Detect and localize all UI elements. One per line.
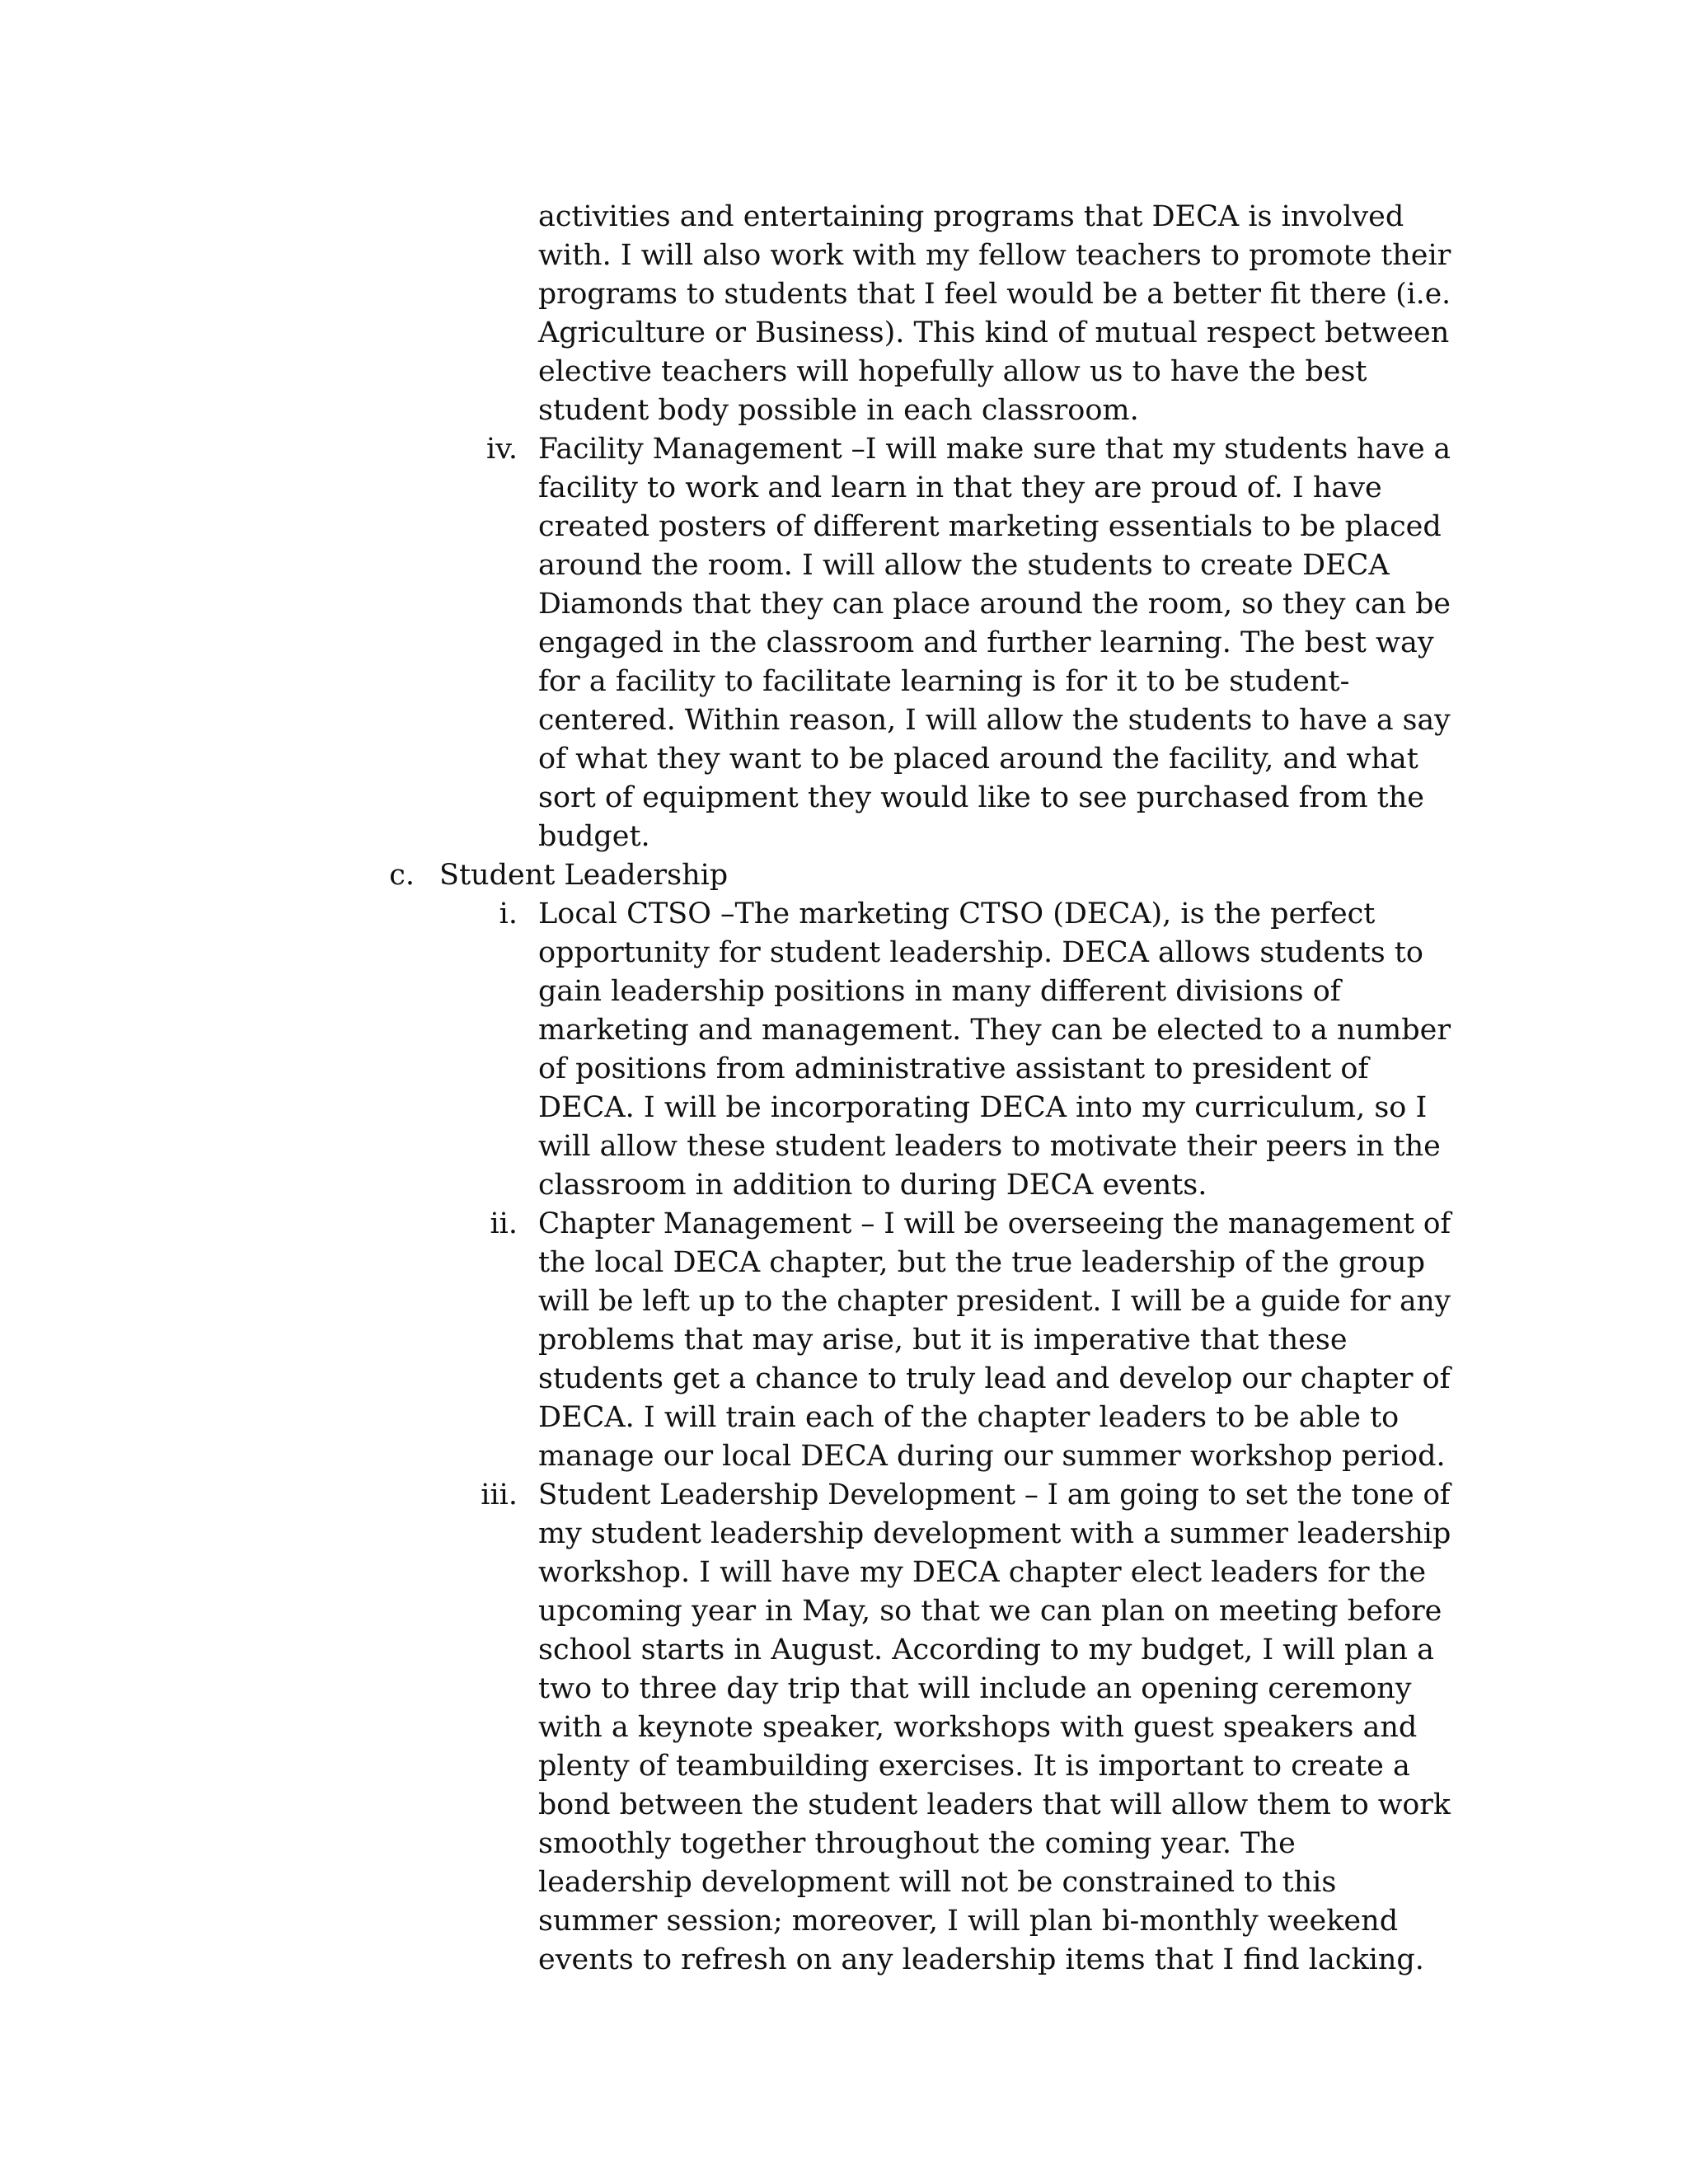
text-line: summer session; moreover, I will plan bi-monthly weekend: [538, 1905, 1399, 1938]
text-line: plenty of teambuilding exercises. It is important to create a: [538, 1750, 1410, 1783]
text-line: two to three day trip that will include an opening ceremony: [538, 1672, 1412, 1705]
text-line: of positions from administrative assistant to president of: [538, 1052, 1369, 1085]
text-line: marketing and management. They can be elected to a number: [538, 1014, 1451, 1047]
text-line: upcoming year in May, so that we can plan on meeting before: [538, 1595, 1442, 1628]
section-title: Student Leadership: [439, 859, 729, 892]
text-line: around the room. I will allow the students to create DECA: [538, 549, 1390, 582]
text-line: sort of equipment they would like to see purchased from the: [538, 781, 1425, 814]
text-line: elective teachers will hopefully allow us to have the best: [538, 355, 1367, 388]
list-label: i.: [499, 898, 518, 930]
text-line: student body possible in each classroom.: [538, 394, 1139, 427]
text-line: Local CTSO –The marketing CTSO (DECA), is the perfect: [538, 898, 1376, 930]
text-line: budget.: [538, 820, 650, 853]
text-line: centered. Within reason, I will allow the students to have a say: [538, 704, 1451, 737]
text-line: programs to students that I feel would be a better fit there (i.e.: [538, 278, 1451, 311]
list-label: c.: [389, 859, 415, 892]
text-line: facility to work and learn in that they are proud of. I have: [538, 471, 1382, 504]
text-line: engaged in the classroom and further learning. The best way: [538, 626, 1434, 659]
text-line: with a keynote speaker, workshops with guest speakers and: [538, 1711, 1418, 1744]
list-label: iii.: [481, 1479, 518, 1511]
text-line: for a facility to facilitate learning is for it to be student-: [538, 665, 1350, 698]
text-line: problems that may arise, but it is imperative that these: [538, 1324, 1348, 1357]
text-line: DECA. I will be incorporating DECA into my curriculum, so I: [538, 1091, 1428, 1124]
text-line: Chapter Management – I will be overseeing the management of: [538, 1207, 1451, 1240]
text-line: Agriculture or Business). This kind of mutual respect between: [538, 316, 1450, 349]
text-line: workshop. I will have my DECA chapter elect leaders for the: [538, 1556, 1427, 1589]
text-line: DECA. I will train each of the chapter leaders to be able to: [538, 1401, 1400, 1434]
text-line: events to refresh on any leadership items that I find lacking.: [538, 1943, 1424, 1976]
text-line: manage our local DECA during our summer workshop period.: [538, 1440, 1446, 1473]
text-line: activities and entertaining programs that DECA is involved: [538, 200, 1404, 233]
list-label: ii.: [490, 1207, 518, 1240]
text-line: gain leadership positions in many different divisions of: [538, 975, 1341, 1008]
text-line: Facility Management –I will make sure that my students have a: [538, 433, 1451, 466]
text-line: of what they want to be placed around the facility, and what: [538, 743, 1418, 776]
text-line: Diamonds that they can place around the room, so they can be: [538, 588, 1451, 621]
text-line: bond between the student leaders that will allow them to work: [538, 1788, 1451, 1821]
text-line: the local DECA chapter, but the true leadership of the group: [538, 1246, 1425, 1279]
text-line: my student leadership development with a summer leadership: [538, 1517, 1451, 1550]
text-line: opportunity for student leadership. DECA allows students to: [538, 936, 1423, 969]
text-line: Student Leadership Development – I am going to set the tone of: [538, 1479, 1451, 1511]
text-line: smoothly together throughout the coming year. The: [538, 1827, 1296, 1860]
text-line: with. I will also work with my fellow teachers to promote their: [538, 239, 1451, 272]
text-line: students get a chance to truly lead and develop our chapter of: [538, 1362, 1451, 1395]
text-line: school starts in August. According to my budget, I will plan a: [538, 1633, 1434, 1666]
text-line: classroom in addition to during DECA events.: [538, 1169, 1207, 1202]
text-line: leadership development will not be constrained to this: [538, 1866, 1337, 1899]
list-label: iv.: [486, 433, 518, 466]
text-line: will be left up to the chapter president. I will be a guide for any: [538, 1285, 1451, 1318]
text-line: will allow these student leaders to motivate their peers in the: [538, 1130, 1441, 1163]
text-line: created posters of different marketing essentials to be placed: [538, 510, 1442, 543]
